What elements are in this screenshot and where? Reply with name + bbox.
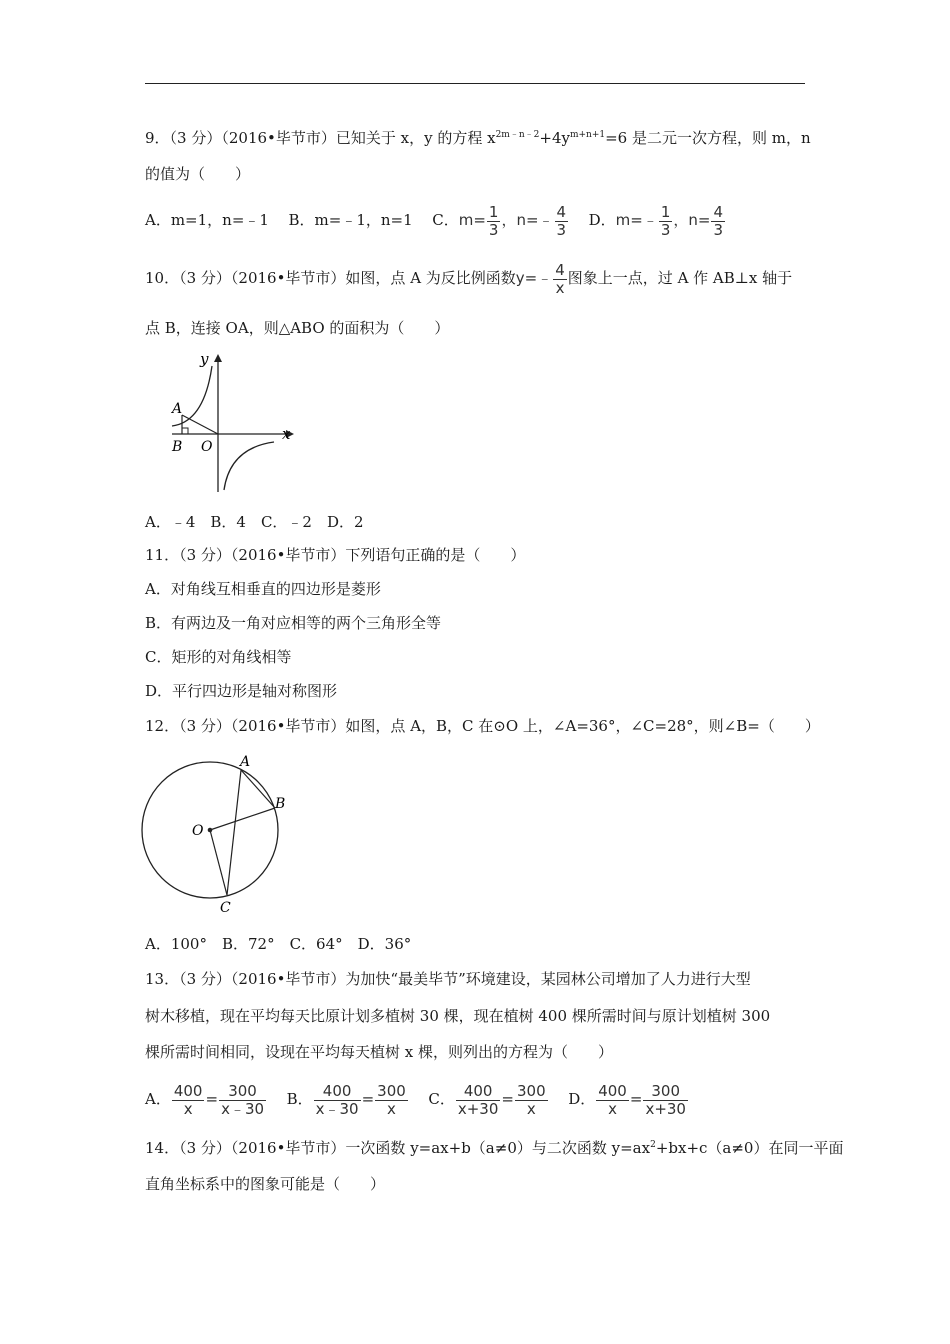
q13-stem-line2: 树木移植，现在平均每天比原计划多植树 30 棵，现在植树 400 棵所需时间与原计划植树 300 — [145, 1007, 771, 1025]
header-rule — [145, 83, 805, 84]
q10-right-angle-mark — [182, 428, 188, 434]
q12-segment-ob — [210, 808, 275, 830]
q13-option-d: D． $\frac{400}{x}$ = $\frac{300}{x+30}$ — [568, 1081, 686, 1118]
q12-stem: 12．（3 分）（2016•毕节市）如图，点 A，B，C 在⊙O 上，∠A=36°，∠C=28°，则∠B=（ ） — [145, 717, 820, 735]
q12-center-dot — [208, 828, 213, 833]
q13-option-c: C． $\frac{400}{x+30}$ = $\frac{300}{x}$ — [428, 1081, 546, 1118]
q13-option-b: B． $\frac{400}{x﹣30}$ = $\frac{300}{x}$ — [286, 1081, 406, 1118]
q9-option-d: D．m=﹣ $\frac{1}{3}$ ，n= $\frac{4}{3}$ — [588, 202, 724, 239]
q10-label-a: A — [172, 401, 183, 417]
q12-label-o: O — [192, 823, 204, 839]
q12-label-a: A — [240, 754, 251, 770]
q13-options — [145, 1077, 689, 1121]
q11-option-d: D．平行四边形是轴对称图形 — [145, 682, 338, 700]
q12-chord-ab — [241, 770, 275, 808]
q12-chord-ac — [227, 770, 241, 895]
q13-option-a: A． $\frac{400}{x}$ = $\frac{300}{x﹣30}$ — [145, 1081, 265, 1118]
q14-stem-line2: 直角坐标系中的图象可能是（ ） — [145, 1175, 386, 1193]
q12-circle-figure — [138, 752, 298, 920]
q10-label-y: y — [200, 350, 209, 368]
q9-option-c: C．m= $\frac{1}{3}$ ，n=﹣ $\frac{4}{3}$ — [432, 202, 567, 239]
q13-stem-line1: 13．（3 分）（2016•毕节市）为加快“最美毕节”环境建设，某园林公司增加了人力进行大型 — [145, 970, 751, 988]
q12-segment-oc — [210, 830, 227, 895]
q9-stem-line2: 的值为（ ） — [145, 165, 251, 183]
q12-label-b: B — [275, 796, 286, 812]
q12-label-c: C — [220, 900, 231, 916]
q10-segment-ao — [182, 415, 218, 434]
q10-stem-line1: 10．（3 分）（2016•毕节市）如图，点 A 为反比例函数y=﹣ $\frac{4}{x}$ 图象上一点，过 A 作 AB⊥x 轴于 — [145, 260, 793, 297]
q9-stem-line1: 9．（3 分）（2016•毕节市）已知关于 x，y 的方程 $x^{2m﹣n﹣2}+4y^{m+n+1}=6$ 是二元一次方程，则 m，n — [145, 129, 811, 147]
q10-hyperbola-figure — [168, 350, 298, 496]
q11-option-a: A．对角线互相垂直的四边形是菱形 — [145, 580, 381, 598]
q11-stem: 11．（3 分）（2016•毕节市）下列语句正确的是（ ） — [145, 546, 526, 564]
q13-stem-line3: 棵所需时间相同，设现在平均每天植树 x 棵，则列出的方程为（ ） — [145, 1043, 613, 1061]
q10-stem-line2: 点 B，连接 OA，则△ABO 的面积为（ ） — [145, 319, 450, 337]
q10-hyperbola-branch-right — [224, 442, 274, 490]
q10-label-b: B — [172, 439, 183, 455]
q10-hyperbola-branch-left — [172, 366, 212, 426]
q11-option-b: B．有两边及一角对应相等的两个三角形全等 — [145, 614, 442, 632]
q12-options: A．100° B．72° C．64° D．36° — [145, 935, 412, 953]
q11-option-c: C．矩形的对角线相等 — [145, 648, 292, 666]
q9-options — [145, 198, 726, 242]
q14-stem-line1: 14．（3 分）（2016•毕节市）一次函数 y=ax+b（a≠0）与二次函数 $y=ax^2+bx+c(a\ne 0)$在同一平面 — [145, 1139, 844, 1157]
q10-label-x: x — [282, 425, 291, 443]
q9-option-b: B．m=﹣1，n=1 — [288, 211, 413, 229]
q10-label-o: O — [201, 439, 213, 455]
q9-option-a: A．m=1，n=﹣1 — [145, 211, 269, 229]
q10-options: A．﹣4 B．4 C．﹣2 D．2 — [145, 513, 364, 531]
q10-y-axis-arrow — [214, 354, 222, 362]
